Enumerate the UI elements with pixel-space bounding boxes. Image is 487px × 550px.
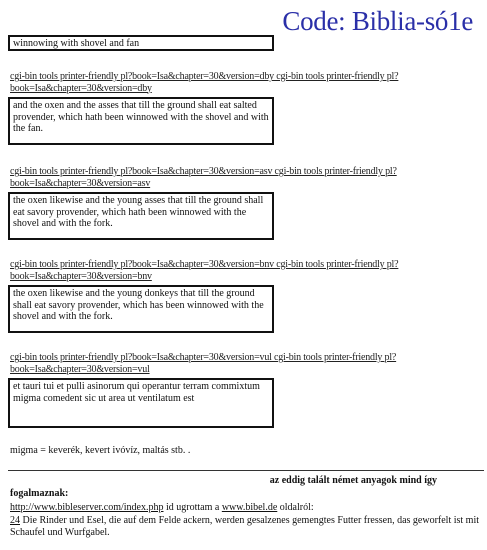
link-bnv[interactable]: cgi-bin tools printer-friendly pl?book=Isa&chapter=30&version=bnv cgi-bin tools printer-friendly pl?book=Isa&chapter=30&version=bnv xyxy=(10,259,399,282)
source-end: oldalról: xyxy=(277,502,314,513)
box-dby xyxy=(8,97,274,145)
verse-body: Die Rinder und Esel, die auf dem Felde ackern, werden gesalzenes gemengtes Futter fressen, das geworfelt ist mit Schaufel und Wurfgabel. xyxy=(10,515,480,538)
box-text: the oxen likewise and the young donkeys that till the ground shall eat savory provender, which has been winnowed with the shovel and with the fork. xyxy=(13,288,264,322)
link-asv[interactable]: cgi-bin tools printer-friendly pl?book=Isa&chapter=30&version=asv cgi-bin tools printer-friendly pl?book=Isa&chapter=30&version=asv xyxy=(10,166,397,189)
migma-note: migma = keverék, kevert ivóvíz, maltás stb. . xyxy=(10,445,191,456)
box-bnv xyxy=(8,285,274,333)
source-mid: id ugrottam a xyxy=(163,502,222,513)
code-label: Code: Biblia-só1e xyxy=(282,6,473,36)
verse-text xyxy=(10,515,484,538)
link-dby[interactable]: cgi-bin tools printer-friendly pl?book=Isa&chapter=30&version=dby cgi-bin tools printer-friendly pl?book=Isa&chapter=30&version=dby xyxy=(10,71,399,94)
bibleserver-link[interactable]: http://www.bibleserver.com/index.php xyxy=(10,502,164,513)
box-text: and the oxen and the asses that till the ground shall eat salted provender, which hath been winnowed with the shovel and with the fan. xyxy=(13,100,269,134)
link-vul[interactable]: cgi-bin tools printer-friendly pl?book=Isa&chapter=30&version=vul cgi-bin tools printer-friendly pl?book=Isa&chapter=30&version=vul xyxy=(10,352,397,375)
box-text: et tauri tui et pulli asinorum qui operantur terram commixtum migma comedent sic ut area ut ventilatum est xyxy=(13,381,260,404)
divider xyxy=(8,470,484,471)
verse-number: 24 xyxy=(10,515,20,526)
box-text: winnowing with shovel and fan xyxy=(13,38,140,49)
source-line xyxy=(10,502,480,514)
box-vul xyxy=(8,378,274,428)
fogalmaznak-label: fogalmaznak: xyxy=(10,488,69,499)
box-winnowing xyxy=(8,35,274,51)
bibel-link[interactable]: www.bibel.de xyxy=(221,502,278,513)
box-asv xyxy=(8,192,274,240)
box-text: the oxen likewise and the young asses that till the ground shall eat savory provender, which hath been winnowed with the shovel and with the fork. xyxy=(13,195,264,229)
footer-note: az eddig talált német anyagok mind így xyxy=(269,475,437,486)
